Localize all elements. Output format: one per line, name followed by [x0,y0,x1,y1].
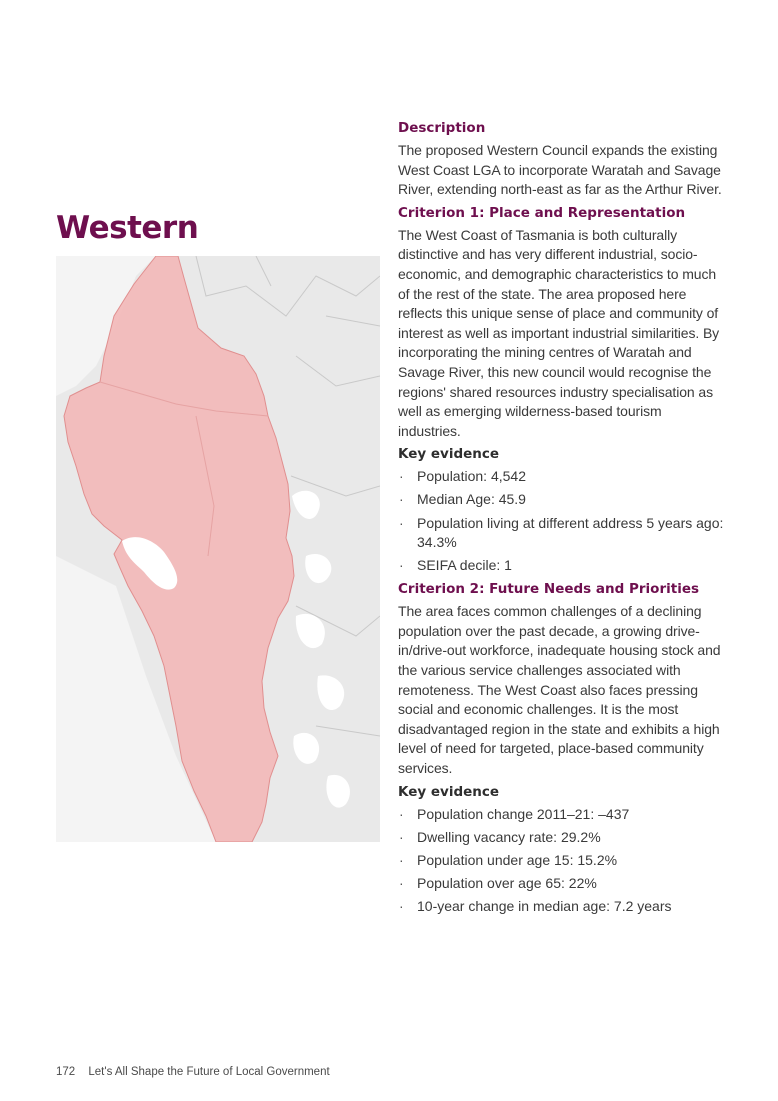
page-title: Western [56,210,199,246]
terrain-patches [292,491,350,808]
description-section [398,118,728,200]
list-item: · Population living at different address 5 years ago: 34.3% [398,514,728,553]
list-item: · SEIFA decile: 1 [398,556,728,576]
list-item: · Population change 2011–21: –437 [398,805,728,825]
page-footer [56,1066,330,1078]
description-heading: Description [398,120,486,136]
criterion1-key-evidence-heading: Key evidence [398,446,500,463]
list-item: · Population under age 15: 15.2% [398,851,728,871]
criterion2-key-evidence-heading: Key evidence [398,783,500,800]
list-item: · Population over age 65: 22% [398,874,728,894]
list-item: · Dwelling vacancy rate: 29.2% [398,828,728,848]
criterion2-text: The area faces common challenges of a declining population over the past decade, a growing drive-in/drive-out workforce, inadequate housing stock and the various service challenges associated with remoteness. The West Coast also faces pressing social and economic challenges. It is the most disadvantaged region in the state and exhibits a high level of need for targeted, place-based community services. [398,603,721,777]
criterion2-evidence-list [398,805,728,917]
criterion1-heading: Criterion 1: Place and Representation [398,204,686,221]
criterion2-heading: Criterion 2: Future Needs and Priorities [398,581,700,598]
criterion2-section [398,579,728,916]
publication-title: Let's All Shape the Future of Local Government [88,1066,330,1078]
criterion1-text: The West Coast of Tasmania is both culturally distinctive and has very different industrial, socio-economic, and demographic characteristics to much of the rest of the state. The area proposed here reflects this unique sense of place and community of interest as well as important industrial similarities. By incorporating the mining centres of Waratah and Savage River, this new council would recognise the regions' shared resources industry specialisation as well as emerging wilderness-based tourism industries. [398,226,720,439]
list-item: · Population: 4,542 [398,467,728,487]
list-item: · 10-year change in median age: 7.2 years [398,897,728,917]
description-text: The proposed Western Council expands the existing West Coast LGA to incorporate Waratah and Savage River, extending north-east as far as the Arthur River. [398,142,722,198]
criterion1-evidence-list [398,467,728,575]
page-number: 172 [56,1066,76,1078]
list-item: · Median Age: 45.9 [398,490,728,510]
region-map [56,256,380,842]
criterion1-section [398,203,728,576]
map-graphic [56,256,380,842]
content-column [398,118,728,920]
